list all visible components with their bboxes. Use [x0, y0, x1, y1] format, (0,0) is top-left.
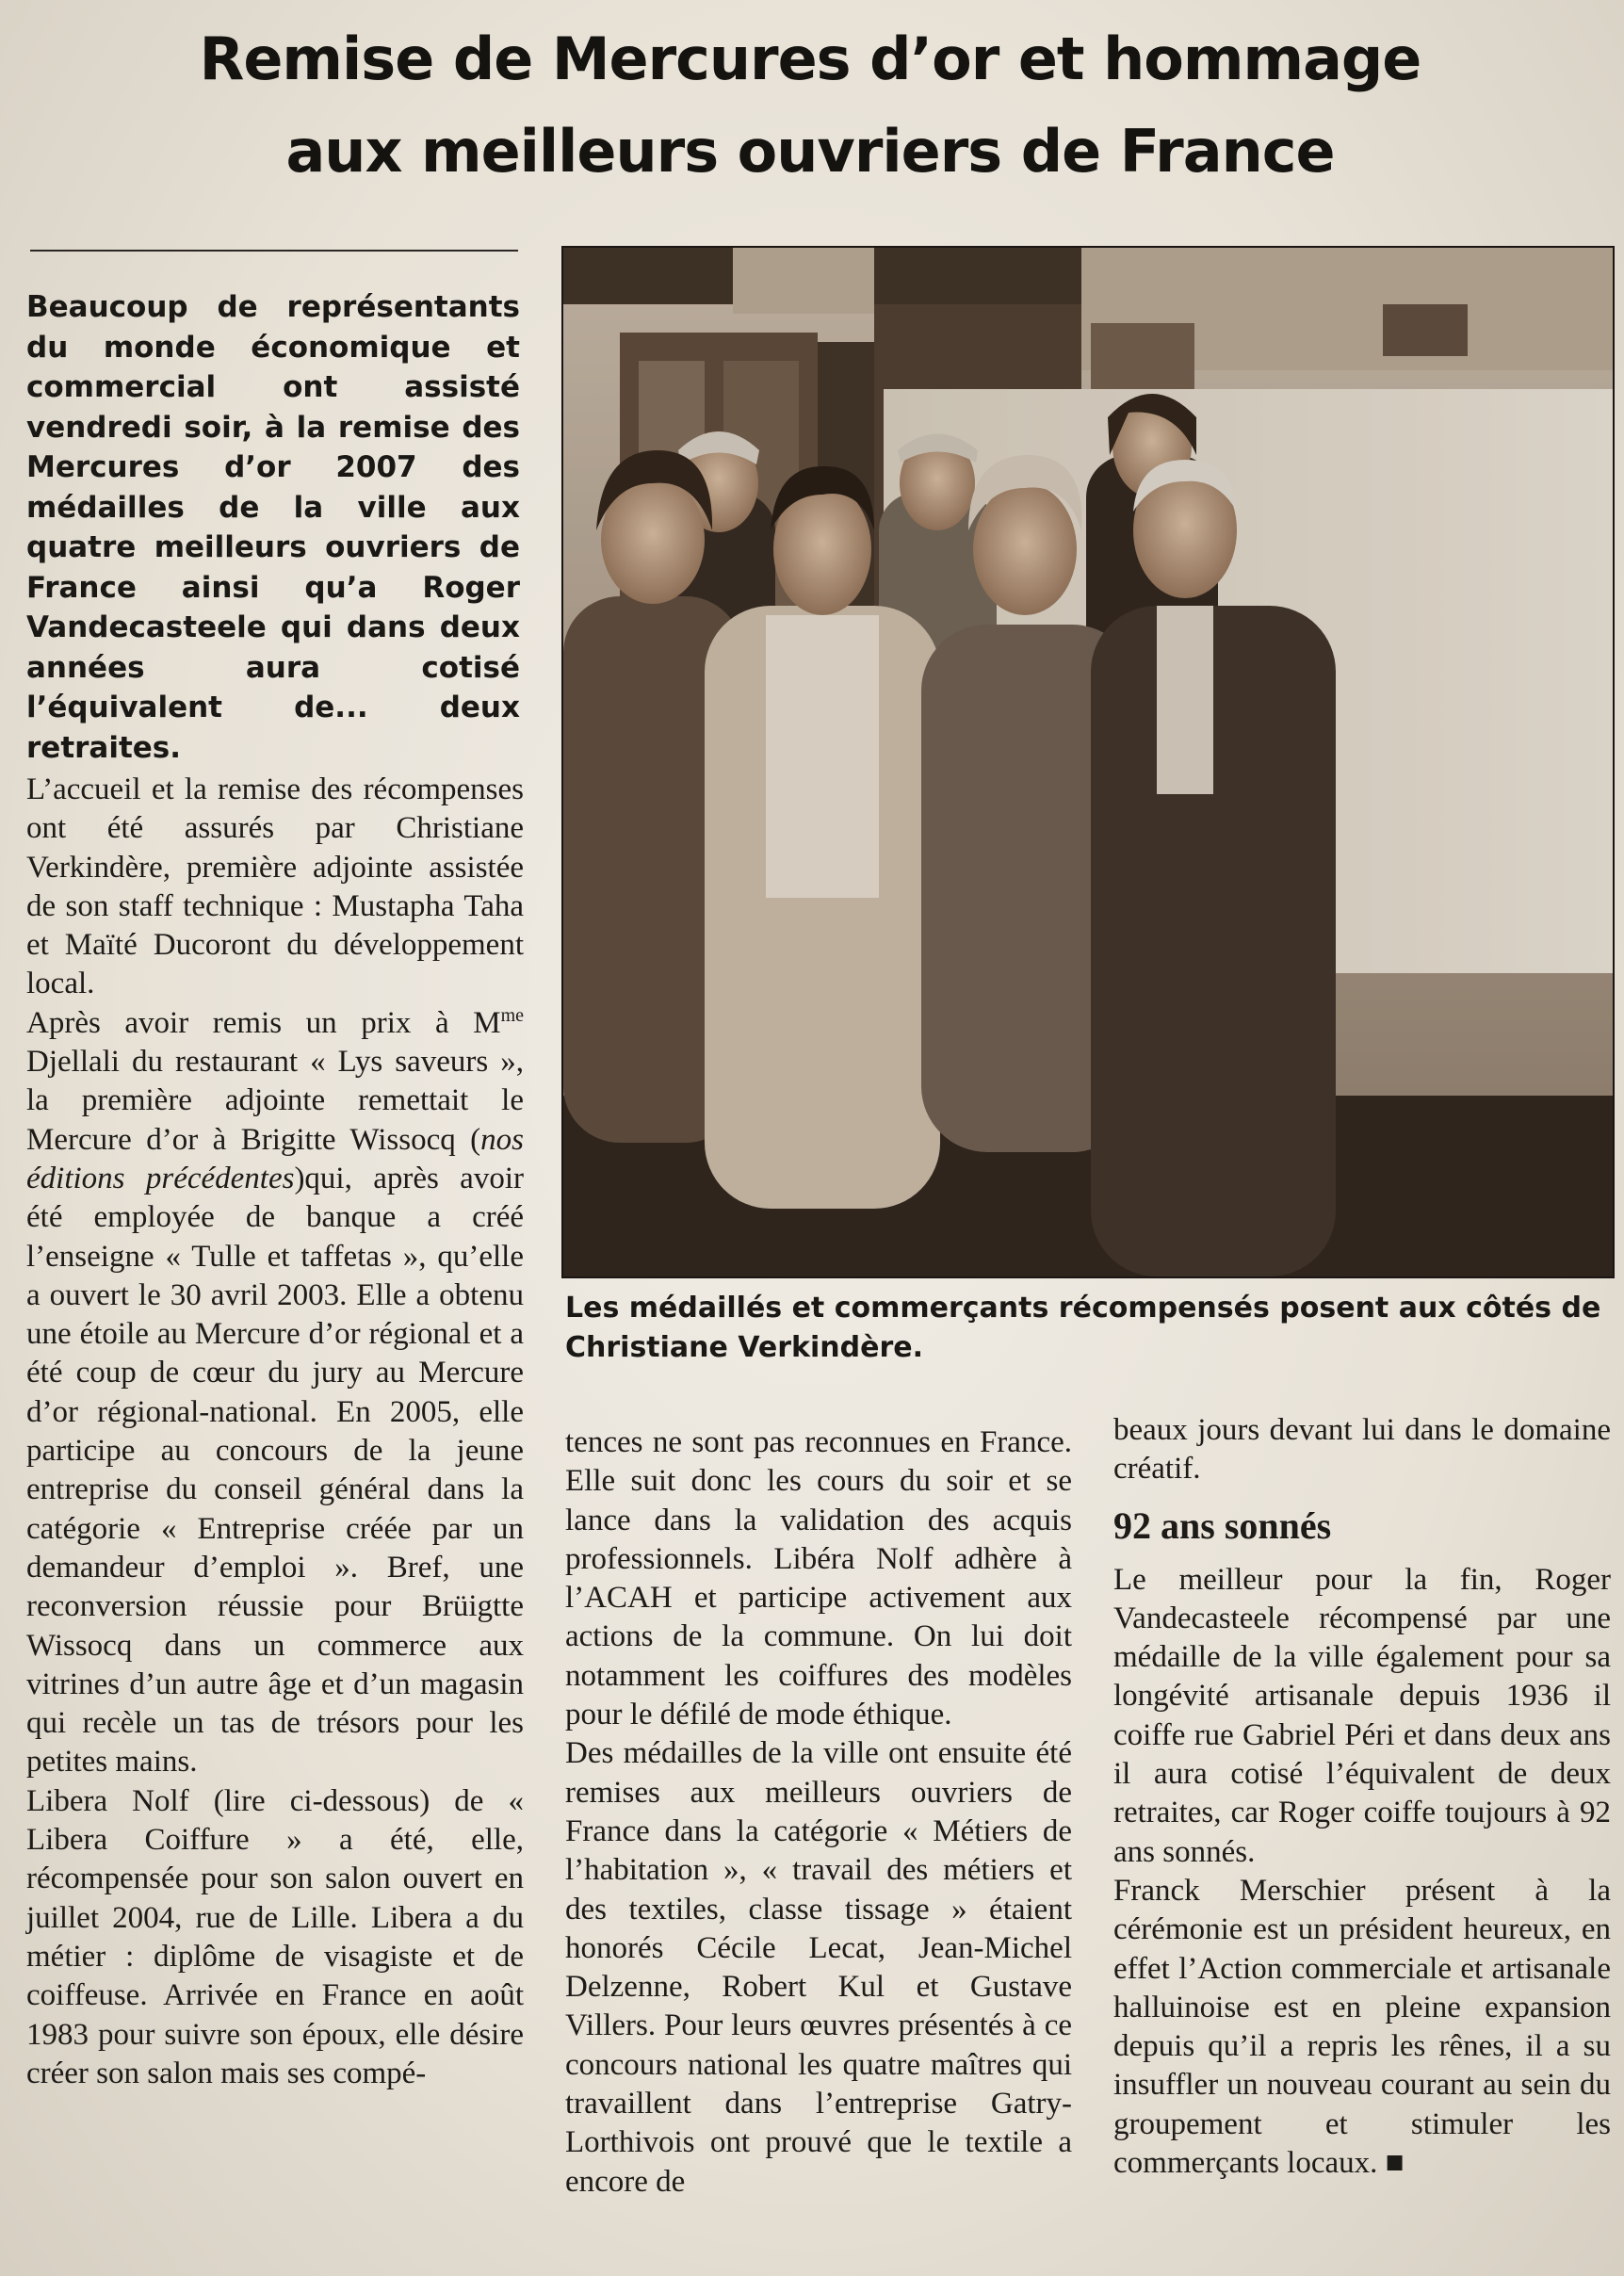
headline-rule — [30, 250, 518, 252]
end-of-article-mark: ■ — [1385, 2146, 1405, 2181]
headline-line-1: Remise de Mercures d’or et hommage — [199, 24, 1421, 93]
column-1-paragraph-3: Libera Nolf (lire ci-dessous) de « Libera Coiffure » a été, elle, récompensée pour son salon ouvert en juillet 2004, rue de Lille. Libera a du métier : diplôme de visagiste et de coiffeuse. Arrivée en France en août 1983 pour suivre son époux, elle désire créer son salon mais ses compé- — [26, 1783, 524, 2090]
column-2-paragraph-2: Des médailles de la ville ont ensuite été remises aux meilleurs ouvriers de France dans la catégorie « Métiers de l’habitation », « travail des métiers et des textiles, classe tissage » étaient honorés Cécile Lecat, Jean-Michel Delzenne, Robert Kul et Gustave Villers. Pour leurs œuvres présentés à ce concours national les quatre maîtres qui travaillent dans l’entreprise Gatry-Lorthivois ont prouvé que le textile a encore de — [565, 1736, 1072, 2199]
article-column-2 — [565, 1423, 1072, 2202]
group-photo-illustration — [563, 248, 1613, 1276]
article-column-3 — [1113, 1411, 1611, 2183]
article-column-1 — [26, 771, 524, 2093]
section-subheading: 92 ans sonnés — [1113, 1504, 1332, 1547]
column-1-paragraph-2: Après avoir remis un prix à $M^{me}$ Djellali du restaurant « Lys saveurs », la première adjointe remettait le Mercure d’or à Brigitte Wissocq (nos éditions précédentes)qui, après avoir été employée de banque a créé l’enseigne « Tulle et taffetas », qu’elle a ouvert le 30 avril 2003. Elle a obtenu une étoile au Mercure d’or régional et a été coup de cœur du jury au Mercure d’or régional-national. En 2005, elle participe au concours de la jeune entreprise du conseil général dans la catégorie « Entreprise créée par un demandeur d’emploi ». Bref, une reconversion réussie pour Brüigtte Wissocq dans un commerce aux vitrines d’un autre âge et d’un magasin qui recèle un tas de trésors pour les petites mains. — [26, 1004, 524, 1780]
column-3-paragraph-1: beaux jours devant lui dans le domaine créatif. — [1113, 1413, 1611, 1487]
group-photo — [561, 246, 1615, 1278]
column-2-paragraph-1: tences ne sont pas reconnues en France. Elle suit donc les cours du soir et se lance dans la validation des acquis professionnels. Libéra Nolf adhère à l’ACAH et participe activement aux actions de la commune. On lui doit notamment les coiffures des modèles pour le défilé de mode éthique. — [565, 1425, 1072, 1732]
article-lead: Beaucoup de représentants du monde économique et commercial ont assisté vendredi soir, à la remise des Mercures d’or 2007 des médailles de la ville aux quatre meilleurs ouvriers de France ainsi qu’a Roger Vandecasteele qui dans deux années aura cotisé l’équivalent de... deux retraites. — [26, 290, 520, 765]
column-3-paragraph-3: Franck Merschier présent à la cérémonie est un président heureux, en effet l’Action commerciale et artisanale halluinoise est en pleine expansion depuis qu’il a repris les rênes, il a su insuffler un nouveau courant au sein du groupement et stimuler les commerçants locaux. ■ — [1113, 1873, 1611, 2181]
photo-caption: Les médaillés et commerçants récompensés posent aux côtés de Christiane Verkindère. — [565, 1292, 1601, 1364]
column-1-paragraph-1: L’accueil et la remise des récompenses ont été assurés par Christiane Verkindère, première adjointe assistée de son staff technique : Mustapha Taha et Maïté Ducoront du développement local. — [26, 772, 524, 1001]
headline-line-2: aux meilleurs ouvriers de France — [285, 117, 1335, 186]
column-3-paragraph-2: Le meilleur pour la fin, Roger Vandecasteele récompensé par une médaille de la ville également pour sa longévité artisanale depuis 1936 il coiffe rue Gabriel Péri et dans deux ans il aura cotisé l’équivalent de deux retraites, car Roger coiffe toujours à 92 ans sonnés. — [1113, 1562, 1611, 1869]
article-headline — [57, 13, 1564, 198]
